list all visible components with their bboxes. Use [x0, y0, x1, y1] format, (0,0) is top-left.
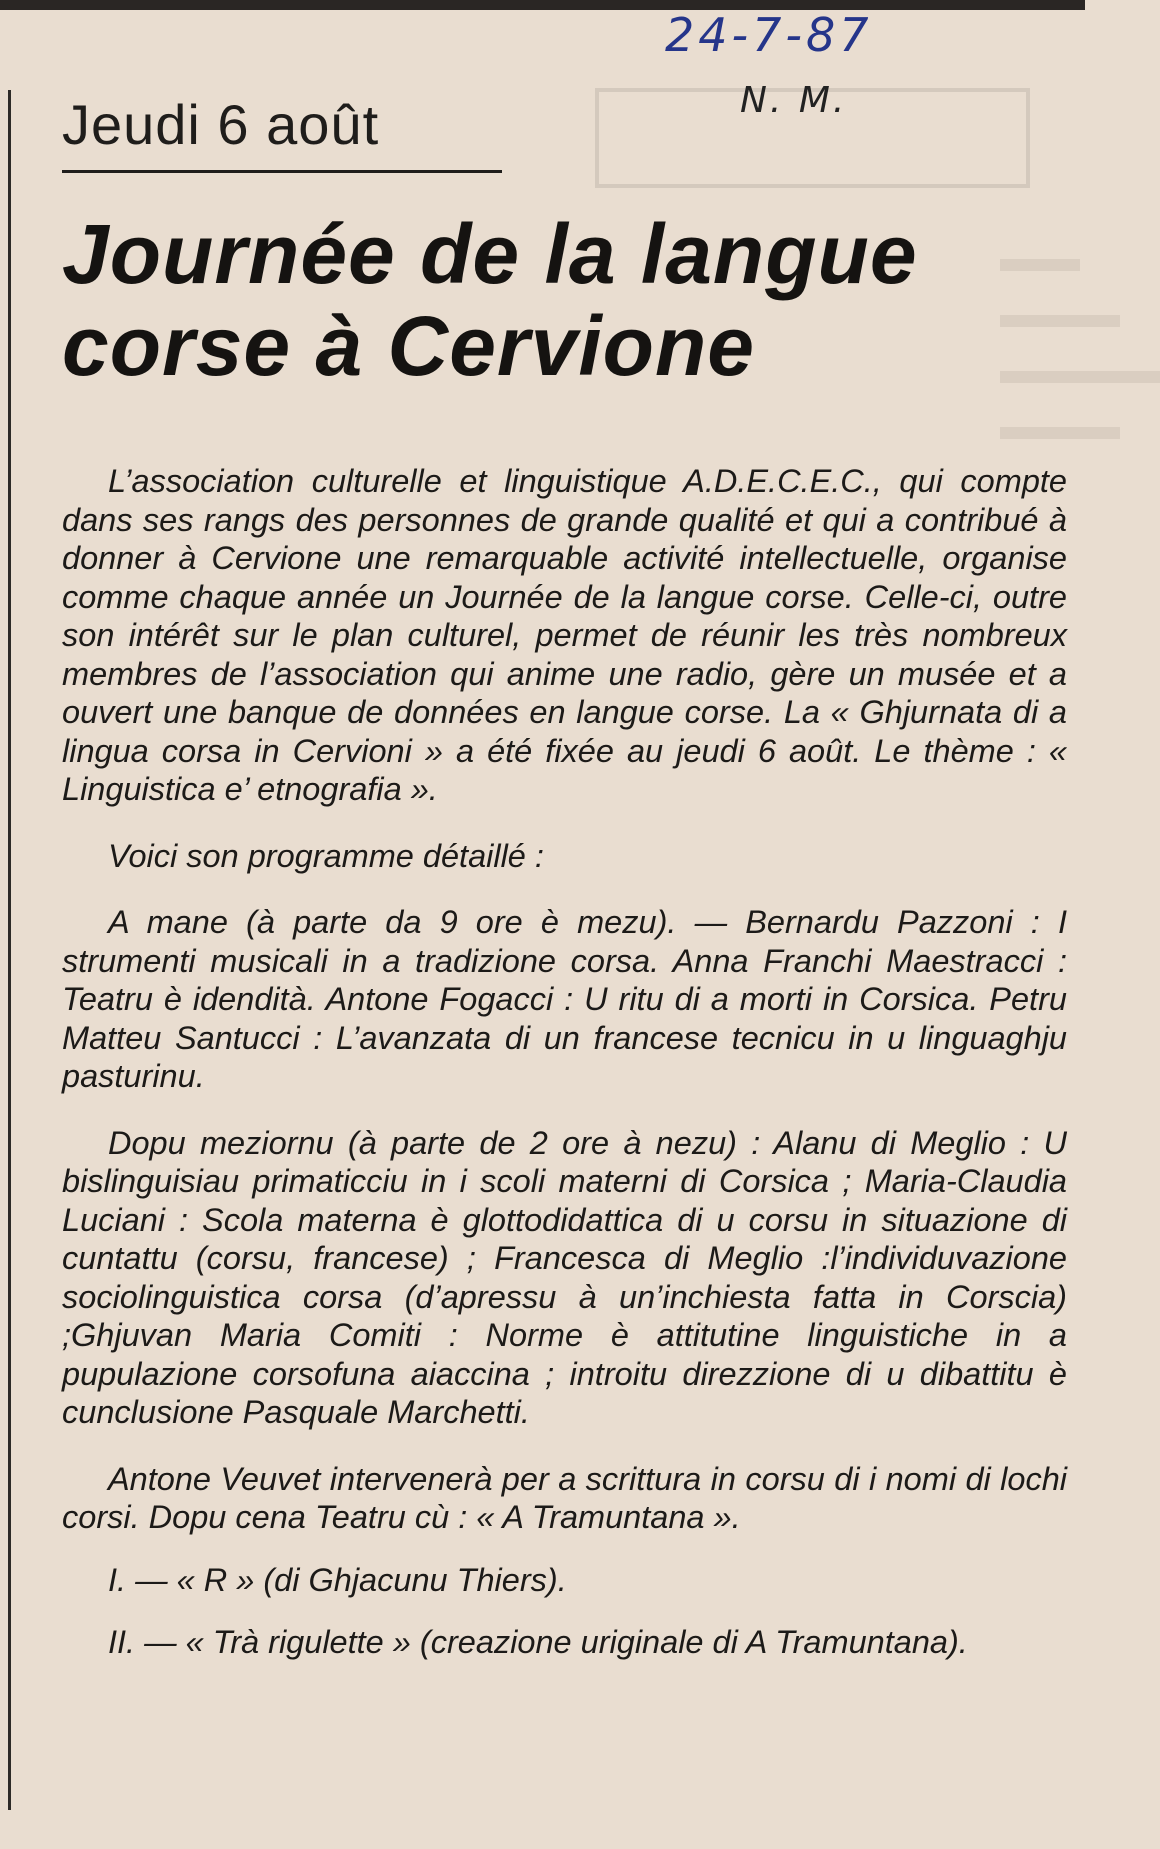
paragraph-play-1: I. — « R » (di Ghjacunu Thiers).	[108, 1561, 567, 1598]
article-headline	[62, 208, 1062, 392]
article-body	[62, 462, 1067, 1686]
handwritten-date: 24-7-87	[665, 8, 873, 62]
headline-line-2: corse à Cervione	[62, 299, 756, 393]
paragraph-play-2: II. — « Trà rigulette » (creazione uriginale di A Tramuntana).	[108, 1624, 968, 1660]
column-rule	[8, 90, 11, 1810]
headline-line-1: Journée de la langue	[62, 207, 918, 301]
paragraph-intro: L’association culturelle et linguistique A.D.E.C.E.C., qui compte dans ses rangs des personnes de grande qualité et qui a contribué à donner à Cervione une remarquable activité intellectuelle, organise comme chaque année un Journée de la langue corse. Celle-ci, outre son intérêt sur le plan culturel, permet de réunir les très nombreux membres de l’association qui anime une radio, gère un musée et a ouvert une banque de données en langue corse. La « Ghjurnata di a lingua corsa in Cervioni » a été fixée au jeudi 6 août. Le thème : « Linguistica e’ etnografia ».	[62, 463, 1067, 807]
article-dateline: Jeudi 6 août	[62, 93, 380, 156]
paragraph-program-intro: Voici son programme détaillé :	[108, 837, 544, 874]
adjacent-column-ghost: ▬▬ ▬▬▬ ▬▬▬▬ ▬▬▬	[1000, 236, 1160, 448]
handwritten-initials: N. M.	[740, 80, 848, 121]
scan-top-edge	[0, 0, 1085, 10]
dateline-underline	[62, 170, 502, 173]
paragraph-afternoon: Dopu meziornu (à parte de 2 ore à nezu) : Alanu di Meglio : U bislinguisiau primaticciu in i scoli materni di Corsica ; Maria-Claudia Luciani : Scola materna è glottodidattica di u corsu in situazione di cuntattu (corsu, francese) ; Francesca di Meglio :l’individuvazione sociolinguistica corsa (d’apressu à un’inchiesta fatta in Corscia) ;Ghjuvan Maria Comiti : Norme è attitutine linguistiche in a pupulazione corsofuna aiaccina ; introitu direzzione di u dibattitu è cunclusione Pasquale Marchetti.	[62, 1124, 1067, 1430]
paragraph-morning: A mane (à parte da 9 ore è mezu). — Bernardu Pazzoni : I strumenti musicali in a tradizione corsa. Anna Franchi Maestracci : Teatru è idendità. Antone Fogacci : U ritu di a morti in Corsica. Petru Matteu Santucci : L’avanzata di un francese tecnicu in u linguaghju pasturinu.	[62, 904, 1067, 1094]
paragraph-evening: Antone Veuvet intervenerà per a scrittura in corsu di i nomi di lochi corsi. Dopu cena Teatru cù : « A Tramuntana ».	[62, 1460, 1067, 1535]
